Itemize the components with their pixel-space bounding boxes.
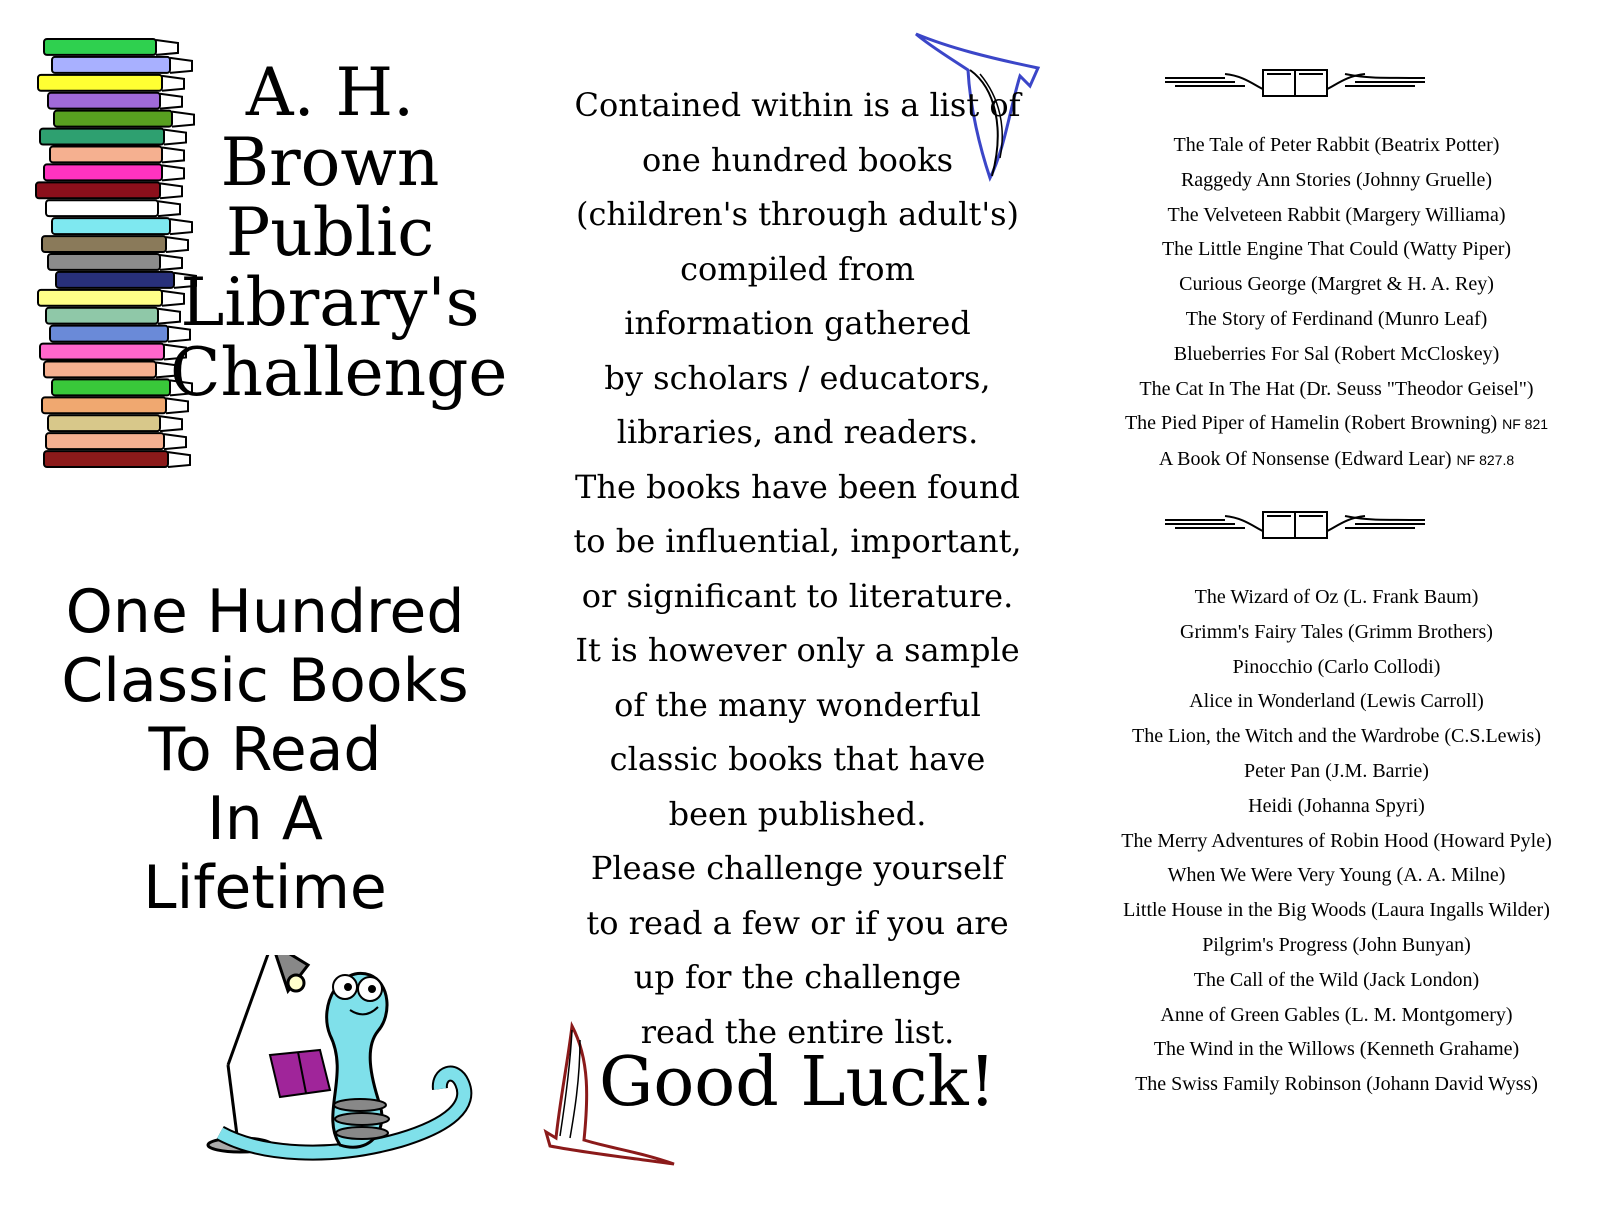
open-book-icon xyxy=(270,1050,330,1097)
good-luck-closing: Good Luck! xyxy=(599,1043,996,1122)
book-title-entry xyxy=(1075,302,1598,337)
stacked-book xyxy=(44,362,178,378)
book-title-entry xyxy=(1075,442,1598,478)
book-title-author: The Wizard of Oz (L. Frank Baum) xyxy=(1194,586,1479,608)
intro-line: Please challenge yourself xyxy=(590,849,1005,887)
stacked-book xyxy=(38,290,184,306)
one-hundred-classic-books-heading xyxy=(40,578,490,923)
book-and-quill-divider-icon xyxy=(1165,64,1425,104)
book-title-entry xyxy=(1075,893,1598,928)
book-title-entry xyxy=(1075,198,1598,233)
intro-line: read the entire list. xyxy=(640,1012,955,1051)
intro-line: Contained within is a list of xyxy=(574,86,1021,124)
book-title-author: The Tale of Peter Rabbit (Beatrix Potter) xyxy=(1173,134,1500,156)
book-title-author: The Velveteen Rabbit (Margery Williama) xyxy=(1167,203,1506,226)
stacked-book xyxy=(50,326,190,342)
book-title-author: Pilgrim's Progress (John Bunyan) xyxy=(1202,933,1471,956)
subtitle-line: Lifetime xyxy=(143,853,387,923)
book-title-entry xyxy=(1075,963,1598,998)
intro-line: been published. xyxy=(668,794,927,833)
title-line: Public xyxy=(225,194,435,271)
book-title-author: Alice in Wonderland (Lewis Carroll) xyxy=(1189,690,1484,713)
book-title-author: The Cat In The Hat (Dr. Seuss "Theodor Geisel") xyxy=(1139,377,1534,400)
intro-line: (children's through adult's) xyxy=(575,195,1020,233)
book-title-entry xyxy=(1075,337,1598,372)
subtitle-line: To Read xyxy=(148,715,382,785)
book-list-panel xyxy=(1075,0,1598,1223)
stacked-book xyxy=(50,147,184,163)
book-title-entry xyxy=(1075,754,1598,789)
subtitle-line: Classic Books xyxy=(61,646,469,716)
book-title-entry xyxy=(1075,1032,1598,1067)
book-title-author: The Little Engine That Could (Watty Piper) xyxy=(1161,238,1512,261)
subtitle-line: One Hundred xyxy=(65,577,465,647)
intro-line: by scholars / educators, xyxy=(604,358,991,397)
title-line: Library's xyxy=(180,264,480,341)
title-line: A. H. xyxy=(245,54,415,131)
stacked-book xyxy=(48,415,182,431)
subtitle-line: In A xyxy=(207,784,323,854)
stacked-book xyxy=(46,433,186,449)
book-title-author: Peter Pan (J.M. Barrie) xyxy=(1244,759,1429,782)
book-title-entry xyxy=(1075,719,1598,754)
call-number: NF 821 xyxy=(1502,416,1549,433)
book-title-author: The Story of Ferdinand (Munro Leaf) xyxy=(1185,307,1488,330)
book-title-author: The Wind in the Willows (Kenneth Grahame) xyxy=(1153,1038,1520,1061)
intro-line: of the many wonderful xyxy=(614,685,981,724)
book-title-entry xyxy=(1075,650,1598,685)
stacked-book xyxy=(48,254,182,270)
intro-line: libraries, and readers. xyxy=(616,413,979,451)
stacked-book xyxy=(44,39,178,55)
intro-line: one hundred books xyxy=(641,140,953,179)
book-title-author: Little House in the Big Woods (Laura Ingalls Wilder) xyxy=(1123,899,1550,922)
book-title-author: When We Were Very Young (A. A. Milne) xyxy=(1167,864,1506,887)
open-book-icon xyxy=(540,1020,680,1170)
stacked-book xyxy=(36,182,182,198)
stacked-book xyxy=(42,397,188,413)
book-title-entry xyxy=(1075,580,1598,615)
challenge-introduction-text xyxy=(540,78,1055,1059)
book-title-entry xyxy=(1075,267,1598,302)
stacked-book xyxy=(46,200,180,216)
book-title-author: Grimm's Fairy Tales (Grimm Brothers) xyxy=(1180,620,1493,643)
stacked-book xyxy=(38,75,184,91)
book-title-entry xyxy=(1075,163,1598,198)
book-title-author: Curious George (Margret & H. A. Rey) xyxy=(1179,273,1494,296)
book-title-entry xyxy=(1075,615,1598,650)
book-and-quill-divider-icon xyxy=(1165,506,1425,546)
book-title-entry xyxy=(1075,406,1598,442)
intro-line: It is however only a sample xyxy=(575,631,1020,669)
book-title-author: The Swiss Family Robinson (Johann David Wyss) xyxy=(1135,1073,1538,1096)
book-title-author: Raggedy Ann Stories (Johnny Gruelle) xyxy=(1180,168,1493,191)
stacked-book xyxy=(40,344,186,360)
book-title-entry xyxy=(1075,1067,1598,1102)
book-title-author: The Call of the Wild (Jack London) xyxy=(1193,968,1480,991)
book-title-entry xyxy=(1075,684,1598,719)
book-list-part-2 xyxy=(1075,580,1598,1102)
book-title-entry xyxy=(1075,789,1598,824)
book-title-entry xyxy=(1075,824,1598,859)
book-title-author: The Lion, the Witch and the Wardrobe (C.S.Lewis) xyxy=(1132,725,1541,748)
book-list-part-1 xyxy=(1075,128,1598,478)
intro-line: classic books that have xyxy=(609,740,986,778)
intro-line: information gathered xyxy=(624,304,971,342)
book-title-author: Heidi (Johanna Spyri) xyxy=(1248,794,1425,817)
front-cover-panel xyxy=(0,0,540,1223)
library-challenge-title xyxy=(170,54,508,411)
intro-line: up for the challenge xyxy=(633,958,962,996)
book-title-entry xyxy=(1075,232,1598,267)
book-title-author: Anne of Green Gables (L. M. Montgomery) xyxy=(1160,1003,1513,1026)
book-title-author: Blueberries For Sal (Robert McCloskey) xyxy=(1173,342,1500,365)
bookworm-reading-illustration xyxy=(200,955,480,1165)
book-title-entry xyxy=(1075,928,1598,963)
stacked-book xyxy=(44,451,190,467)
book-title-entry xyxy=(1075,372,1598,407)
book-title-entry xyxy=(1075,998,1598,1033)
intro-line: compiled from xyxy=(680,249,915,288)
stacked-book xyxy=(46,308,180,324)
book-title-entry xyxy=(1075,128,1598,163)
intro-line: to be influential, important, xyxy=(573,522,1022,560)
title-line: Brown xyxy=(220,124,440,201)
intro-line: or significant to literature. xyxy=(581,576,1014,615)
stacked-book xyxy=(40,129,186,145)
book-title-author: The Merry Adventures of Robin Hood (Howard Pyle) xyxy=(1121,829,1552,852)
intro-line: to read a few or if you are xyxy=(586,903,1009,942)
stacked-book xyxy=(42,236,188,252)
book-title-author: Pinocchio (Carlo Collodi) xyxy=(1232,655,1441,678)
book-title-author: A Book Of Nonsense (Edward Lear) xyxy=(1158,448,1452,471)
intro-line: The books have been found xyxy=(575,467,1020,506)
stacked-book xyxy=(44,164,184,180)
call-number: NF 827.8 xyxy=(1456,452,1515,469)
stacked-book xyxy=(48,93,182,109)
title-line: Challenge xyxy=(170,334,508,411)
book-title-entry xyxy=(1075,858,1598,893)
book-title-author: The Pied Piper of Hamelin (Robert Browning) xyxy=(1124,412,1498,435)
introduction-panel xyxy=(540,0,1075,1223)
